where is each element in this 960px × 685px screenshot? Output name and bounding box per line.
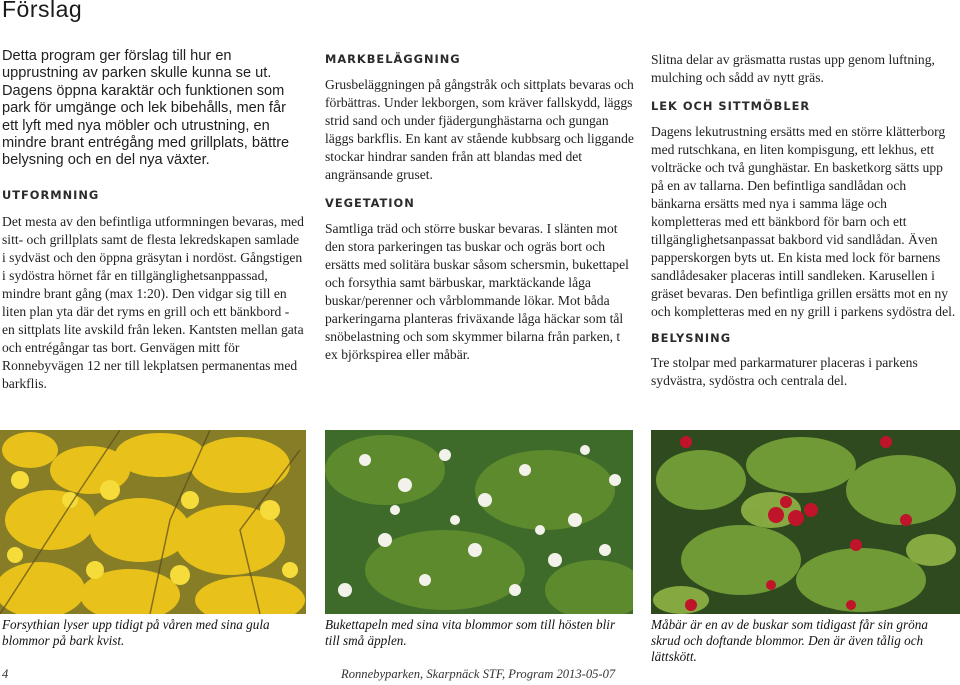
- section-heading-belysning: BELYSNING: [651, 331, 732, 345]
- column-right: [651, 51, 957, 390]
- section-text-belysning: Tre stolpar med parkarmaturer placeras i parkens sydvästra, sydöstra och centrala del.: [651, 355, 918, 388]
- footer-source: Ronnebyparken, Skarpnäck STF, Program 2013-05-07: [341, 667, 616, 681]
- page-title: Förslag: [2, 0, 83, 22]
- caption-mabar: Måbär är en av de buskar som tidigast får sin gröna skrud och doftande blommor. Den är även tålig och lättskött.: [651, 617, 928, 664]
- section-heading-vegetation: VEGETATION: [325, 196, 415, 210]
- column-middle: [325, 52, 635, 364]
- photo-forsythia: [0, 430, 306, 614]
- page-number: 4: [2, 667, 9, 681]
- photo-bukettapel: [325, 430, 633, 614]
- section-heading-utformning: UTFORMNING: [2, 187, 100, 202]
- column-left: [2, 48, 304, 393]
- section-text-utformning: Det mesta av den befintliga utformningen bevaras, med sitt- och grillplats samt de flesta lekredskapen samlade i sydväst och den öppna gräsytan i nordöst. Gångstigen i sydöstra hörnet får en tillgänglighetsanppassad, mindre brant gång (max 1:20). Den vidgar sig till en liten plan yta där det ryms en grill och ett bänkbord - en sittplats lite avskild från leken. Kantsten mellan gata och entrégångar tas bort. Genvägen mitt för Ronnebyvägen 12 ner till lekplatsen permanentas med barkflis.: [2, 213, 304, 391]
- section-text-grass: Slitna delar av gräsmatta rustas upp genom luftning, mulching och sådd av nytt gräs.: [651, 52, 935, 85]
- caption-bukettapel: Bukettapeln med sina vita blommor som till hösten blir till små äpplen.: [325, 617, 616, 648]
- intro-paragraph: Detta program ger förslag till hur en upprustning av parken skulle kunna se ut. Dagens öppna karaktär och funktionen som park för umgänge och lek bibehålls, men får ett lyft med nya möbler och utrustning, en mindre brant entrégång med grillplats, bättre belysning och en del nya växter.: [2, 48, 290, 169]
- section-heading-lek: LEK OCH SITTMÖBLER: [651, 99, 811, 113]
- section-text-markbelaggning: Grusbeläggningen på gångstråk och sittplats bevaras och förbättras. Under lekborgen, som kräver fallskydd, läggs strid sand och under fjädergunghästarna och gungan läggs barkflis. En kant av stående kubbsarg och liggande stockar hindrar sanden från att blandas med det angränsande gruset.: [325, 77, 634, 182]
- section-text-vegetation: Samtliga träd och större buskar bevaras. I slänten mot den stora parkeringen tas buskar och ogräs bort och ersätts med solitära buskar såsom schersmin, bukettapel och forsythia samt bärbuskar, marktäckande låga buskar/perenner och vårblommande lökar. Mot båda parkeringarna planteras friväxande låga häckar som tål snöbelastning och som skymmer bilarna från parken, t ex björkspirea eller måbär.: [325, 221, 629, 362]
- section-heading-markbelaggning: MARKBELÄGGNING: [325, 52, 461, 66]
- section-text-lek: Dagens lekutrustning ersätts med en större klätterborg med rutschkana, en liten kompisgung, ett lekhus, ett volträcke och två gunghästar. En basketkorg sätts upp på en av tallarna. Den befintliga sandlådan och bänkarna ersätts med nya i samma läge och kompletteras med ett bänkbord för barn och ett tillgänglighetsanpassat bakbord vid sandlådan. Även papperskorgen byts ut. En kista med lock för barnens sandlådesaker placeras intill sandleken. Karusellen i gräset bevaras. Den befintliga grillen ersätts mot en ny och kompletteras med en ny grill i parkens sydöstra del.: [651, 124, 956, 319]
- photo-mabar: [651, 430, 960, 614]
- caption-forsythia: Forsythian lyser upp tidigt på våren med sina gula blommor på bark kvist.: [2, 617, 270, 648]
